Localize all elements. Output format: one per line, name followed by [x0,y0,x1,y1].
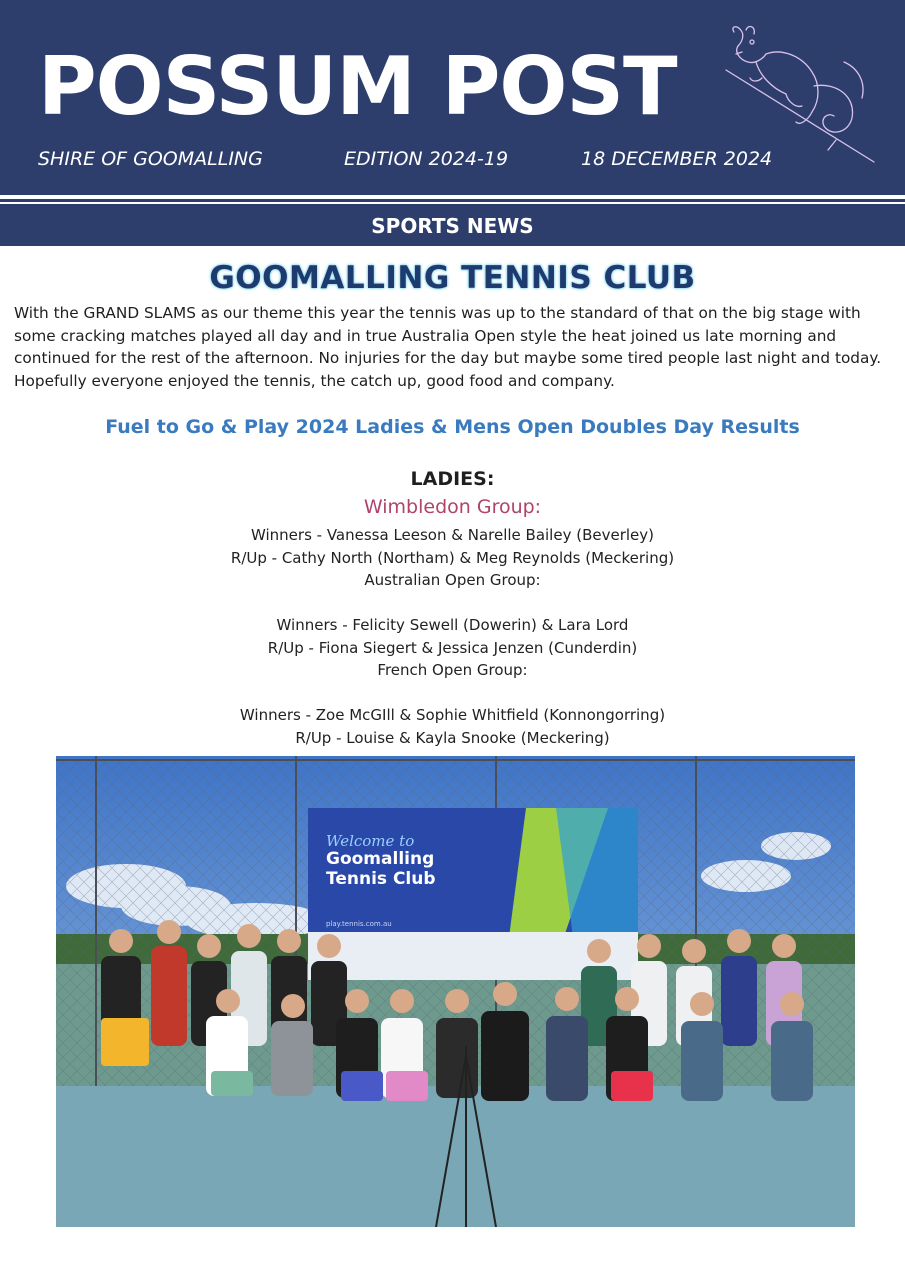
australian-open-winners: Winners - Felicity Sewell (Dowerin) & Lara Lord [276,616,629,634]
article-intro: With the GRAND SLAMS as our theme this year the tennis was up to the standard of that on the big stage with some cracking matches played all day and in true Australia Open style the heat joined us late morning and continued for the rest of the afternoon. No injuries for the day but maybe some tired people last night and today. Hopefully everyone enjoyed the tennis, the catch up, good food and company. [14,304,882,391]
banner-url: play.tennis.com.au [326,920,392,928]
spacer [0,682,905,705]
masthead [0,0,905,195]
wimbledon-winners: Winners - Vanessa Leeson & Narelle Bailey (Beverley) [250,526,654,544]
australian-open-group-heading: Australian Open Group: [364,571,541,589]
results-list [0,524,905,749]
possum-icon [716,22,881,172]
team-photo [56,756,855,1227]
french-open-group-heading: French Open Group: [377,661,528,679]
french-open-winners: Winners - Zoe McGIll & Sophie Whitfield (Konnongorring) [239,706,666,724]
spacer [0,592,905,615]
banner-line-1: Goomalling [326,849,435,869]
wimbledon-group-heading: Wimbledon Group: [363,496,542,518]
masthead-title: POSSUM POST [38,40,677,133]
australian-open-runners-up: R/Up - Fiona Siegert & Jessica Jenzen (Cunderdin) [267,638,638,657]
banner-line-2: Tennis Club [326,869,436,889]
masthead-shire: SHIRE OF GOOMALLING [38,148,263,170]
section-bar: SPORTS NEWS [0,206,905,246]
masthead-edition: EDITION 2024-19 [344,148,509,170]
article-title: GOOMALLING TENNIS CLUB [209,260,696,296]
banner-script: Welcome to [326,832,415,850]
wimbledon-runners-up: R/Up - Cathy North (Northam) & Meg Reynolds (Meckering) [230,548,675,567]
results-heading: Fuel to Go & Play 2024 Ladies & Mens Open Doubles Day Results [105,416,800,438]
masthead-date: 18 DECEMBER 2024 [581,148,773,170]
french-open-runners-up: R/Up - Louise & Kayla Snooke (Meckering) [295,728,610,747]
divider-rule [0,199,905,202]
ladies-heading: LADIES: [410,468,495,490]
